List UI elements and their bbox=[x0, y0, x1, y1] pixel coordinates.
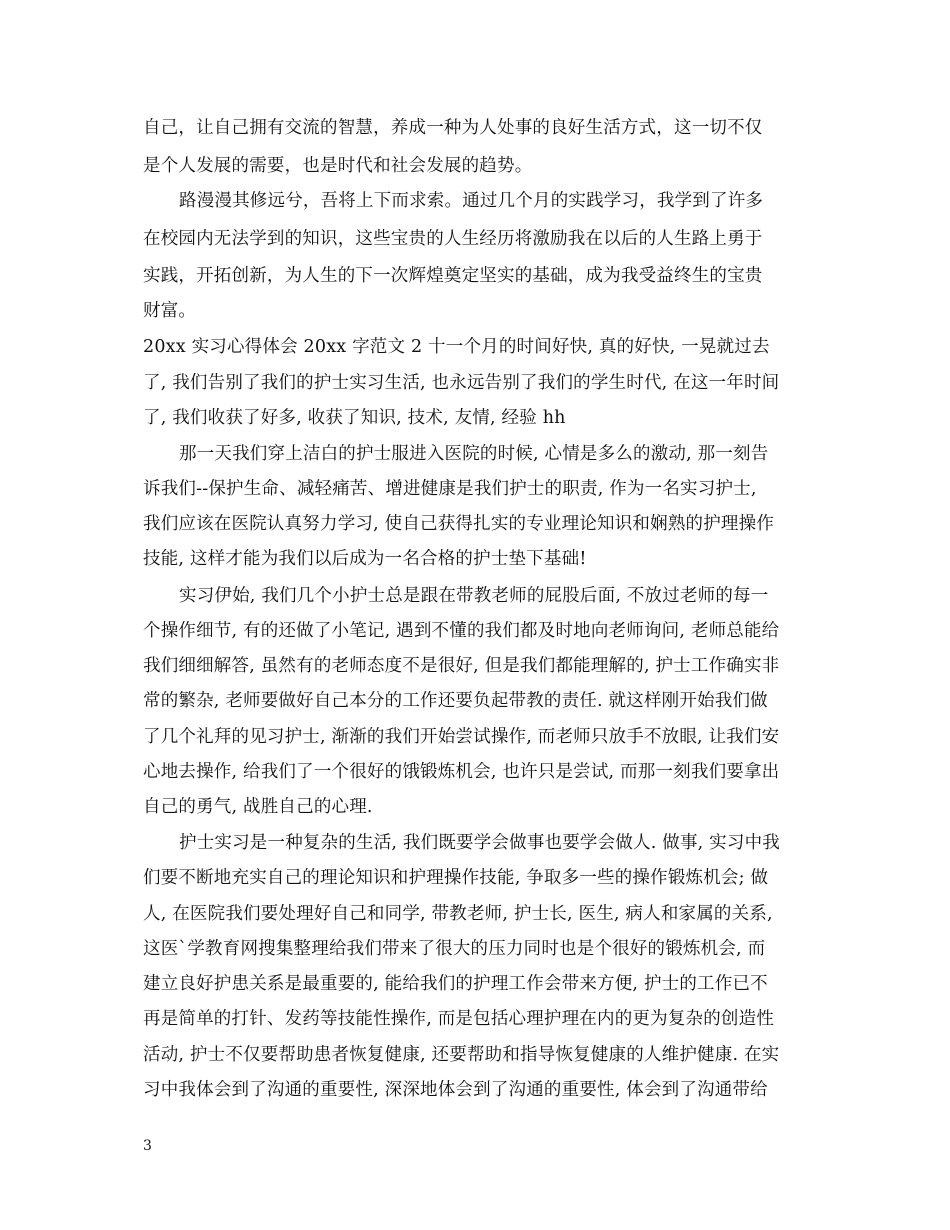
text-line: 实习伊始, 我们几个小护士总是跟在带教老师的屁股后面, 不放过老师的每一 bbox=[179, 586, 769, 606]
text-line: 们要不断地充实自己的理论知识和护理操作技能, 争取多一些的操作锻炼机会; 做 bbox=[143, 868, 769, 888]
section-heading-line: 20xx 实习心得体会 20xx 字范文 2 十一个月的时间好快, 真的好快, 一晃就过去 bbox=[143, 337, 770, 357]
text-line: 我们应该在医院认真努力学习, 使自己获得扎实的专业理论知识和娴熟的护理操作 bbox=[143, 514, 775, 534]
text-line: 习中我体会到了沟通的重要性, 深深地体会到了沟通的重要性, 体会到了沟通带给 bbox=[143, 1080, 768, 1100]
text-line: 在校园内无法学到的知识，这些宝贵的人生经历将激励我在以后的人生路上勇于 bbox=[143, 229, 763, 249]
text-line: 实践，开拓创新，为人生的下一次辉煌奠定坚实的基础，成为我受益终生的宝贵 bbox=[143, 266, 763, 286]
text-line: 护士实习是一种复杂的生活, 我们既要学会做事也要学会做人. 做事, 实习中我 bbox=[179, 833, 780, 853]
text-line: 路漫漫其修远兮，吾将上下而求索。通过几个月的实践学习，我学到了许多 bbox=[179, 191, 764, 211]
text-line: 活动, 护士不仅要帮助患者恢复健康, 还要帮助和指导恢复健康的人维护健康. 在实 bbox=[143, 1045, 780, 1065]
text-line: 自己的勇气, 战胜自己的心理. bbox=[143, 797, 373, 817]
text-line: 财富。 bbox=[143, 301, 197, 321]
text-line: 心地去操作, 给我们了一个很好的饿锻炼机会, 也许只是尝试, 而那一刻我们要拿出 bbox=[143, 762, 780, 782]
text-line: 那一天我们穿上洁白的护士服进入医院的时候, 心情是多么的激动, 那一刻告 bbox=[179, 444, 769, 464]
text-line: 了几个礼拜的见习护士, 渐渐的我们开始尝试操作, 而老师只放手不放眼, 让我们安 bbox=[143, 727, 780, 747]
text-line: 是个人发展的需要，也是时代和社会发展的趋势。 bbox=[143, 156, 533, 176]
text-line: 我们细细解答, 虽然有的老师态度不是很好, 但是我们都能理解的, 护士工作确实非 bbox=[143, 656, 780, 676]
text-line: 技能, 这样才能为我们以后成为一名合格的护士垫下基础! bbox=[143, 549, 587, 569]
text-line: 人, 在医院我们要处理好自己和同学, 带教老师, 护士长, 医生, 病人和家属的关系, bbox=[143, 904, 773, 924]
text-line: 建立良好护患关系是最重要的, 能给我们的护理工作会带来方便, 护士的工作已不 bbox=[143, 974, 768, 994]
page-number: 3 bbox=[143, 1138, 152, 1154]
text-line: 常的繁杂, 老师要做好自己本分的工作还要负起带教的责任. 就这样刚开始我们做 bbox=[143, 691, 768, 711]
text-line: 个操作细节, 有的还做了小笔记, 遇到不懂的我们都及时地向老师询问, 老师总能给 bbox=[143, 621, 780, 641]
text-line: 了, 我们收获了好多, 收获了知识, 技术, 友情, 经验 hh bbox=[143, 408, 566, 428]
text-line: 自己，让自己拥有交流的智慧，养成一种为人处事的良好生活方式，这一切不仅 bbox=[143, 118, 763, 138]
text-line: 诉我们--保护生命、减轻痛苦、增进健康是我们护士的职责, 作为一名实习护士, bbox=[143, 479, 757, 499]
text-line: 了, 我们告别了我们的护士实习生活, 也永远告别了我们的学生时代, 在这一年时间 bbox=[143, 373, 780, 393]
text-line: 这医`学教育网搜集整理给我们带来了很大的压力同时也是个很好的锻炼机会, 而 bbox=[143, 939, 766, 959]
text-line: 再是简单的打针、发药等技能性操作, 而是包括心理护理在内的更为复杂的创造性 bbox=[143, 1009, 775, 1029]
